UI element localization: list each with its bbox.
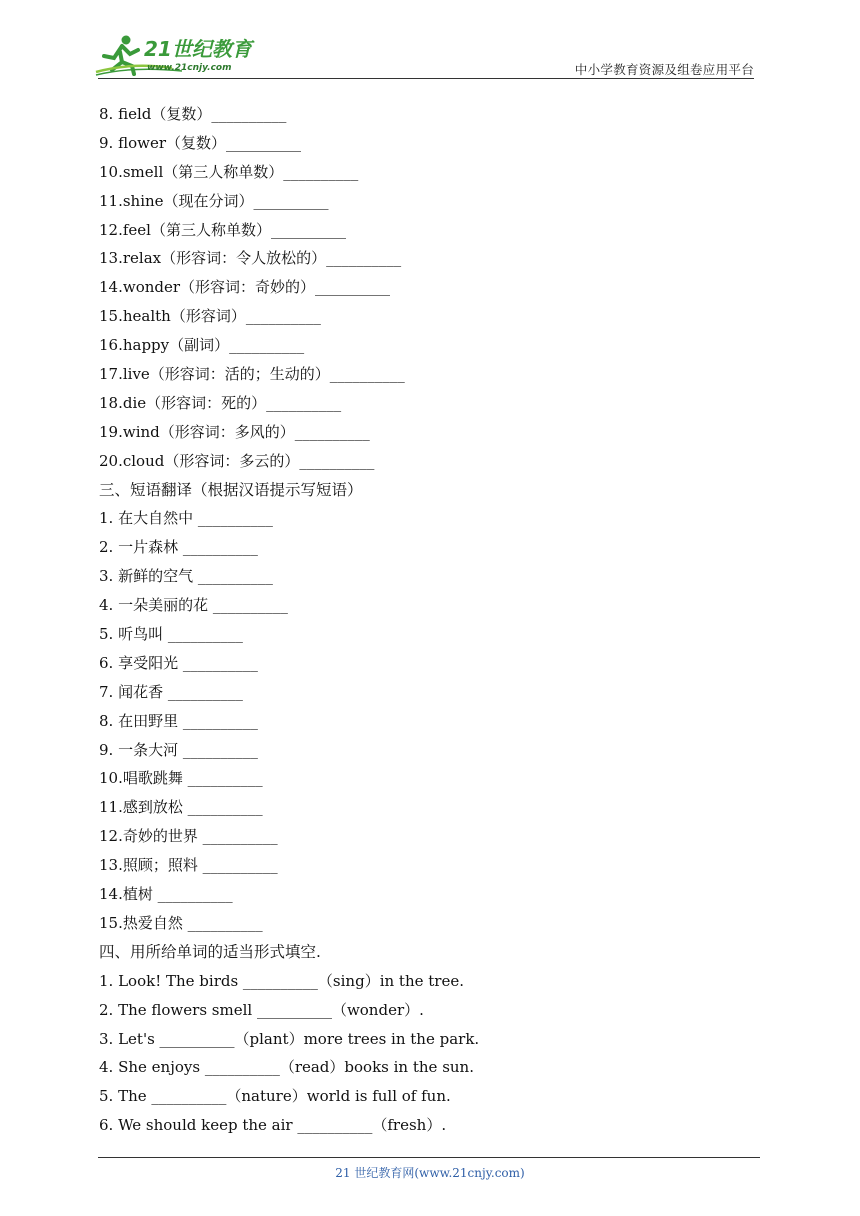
exercise-line: 11.感到放松 __________: [99, 798, 263, 817]
exercise-line: 5. The __________（nature）world is full of fun.: [99, 1087, 451, 1106]
exercise-line: 12.feel（第三人称单数）__________: [99, 220, 346, 239]
exercise-line: 14.植树 __________: [99, 885, 233, 904]
exercise-line: 10.smell（第三人称单数）__________: [99, 162, 359, 181]
worksheet-body: [99, 100, 759, 1140]
page-header: [0, 0, 860, 80]
logo-main-text: 21世纪教育: [144, 37, 252, 61]
section-heading-phrase-translation: 三、短语翻译（根据汉语提示写短语）: [99, 480, 363, 499]
exercise-line: 13.照顾；照料 __________: [99, 856, 278, 875]
exercise-line: 20.cloud（形容词：多云的）__________: [99, 451, 375, 470]
exercise-line: 5. 听鸟叫 __________: [99, 625, 243, 644]
exercise-line: 15.热爱自然 __________: [99, 913, 263, 932]
exercise-line: 13.relax（形容词：令人放松的）__________: [99, 249, 402, 268]
exercise-line: 11.shine（现在分词）__________: [99, 191, 329, 210]
exercise-line: 9. flower（复数）__________: [99, 133, 302, 152]
exercise-line: 17.live（形容词：活的；生动的）__________: [99, 365, 405, 384]
exercise-line: 14.wonder（形容词：奇妙的）__________: [99, 278, 391, 297]
header-divider: [98, 78, 754, 79]
exercise-line: 6. 享受阳光 __________: [99, 653, 258, 672]
site-logo[interactable]: [92, 32, 267, 78]
exercise-line: 7. 闻花香 __________: [99, 682, 243, 701]
section-heading-fill-in: 四、用所给单词的适当形式填空.: [99, 942, 321, 961]
exercise-line: 3. 新鲜的空气 __________: [99, 567, 273, 586]
exercise-line: 2. 一片森林 __________: [99, 538, 258, 557]
exercise-line: 8. field（复数）__________: [99, 105, 287, 123]
platform-title: 中小学教育资源及组卷应用平台: [574, 62, 754, 77]
exercise-line: 18.die（形容词：死的）__________: [99, 393, 342, 412]
logo-url-text: www.21cnjy.com: [147, 63, 232, 73]
exercise-line: 1. 在大自然中 __________: [99, 509, 273, 528]
footer-divider: [98, 1157, 760, 1158]
exercise-line: 15.health（形容词）__________: [99, 307, 321, 326]
exercise-line: 16.happy（副词）__________: [99, 336, 305, 355]
exercise-line: 4. She enjoys __________（read）books in the sun.: [99, 1058, 474, 1077]
footer-link[interactable]: 21 世纪教育网(www.21cnjy.com): [335, 1166, 525, 1180]
exercise-line: 19.wind（形容词：多风的）__________: [99, 422, 370, 441]
exercise-line: 12.奇妙的世界 __________: [99, 827, 278, 846]
exercise-line: 10.唱歌跳舞 __________: [99, 769, 263, 788]
exercise-line: 4. 一朵美丽的花 __________: [99, 596, 288, 615]
exercise-line: 6. We should keep the air __________（fresh）.: [99, 1116, 447, 1135]
exercise-line: 9. 一条大河 __________: [99, 740, 258, 759]
exercise-line: 8. 在田野里 __________: [99, 711, 258, 730]
exercise-line: 3. Let's __________（plant）more trees in the park.: [99, 1029, 480, 1048]
runner-logo-icon: [92, 32, 267, 78]
exercise-line: 1. Look! The birds __________（sing）in the tree.: [99, 971, 464, 990]
exercise-line: 2. The flowers smell __________（wonder）.: [99, 1000, 424, 1019]
